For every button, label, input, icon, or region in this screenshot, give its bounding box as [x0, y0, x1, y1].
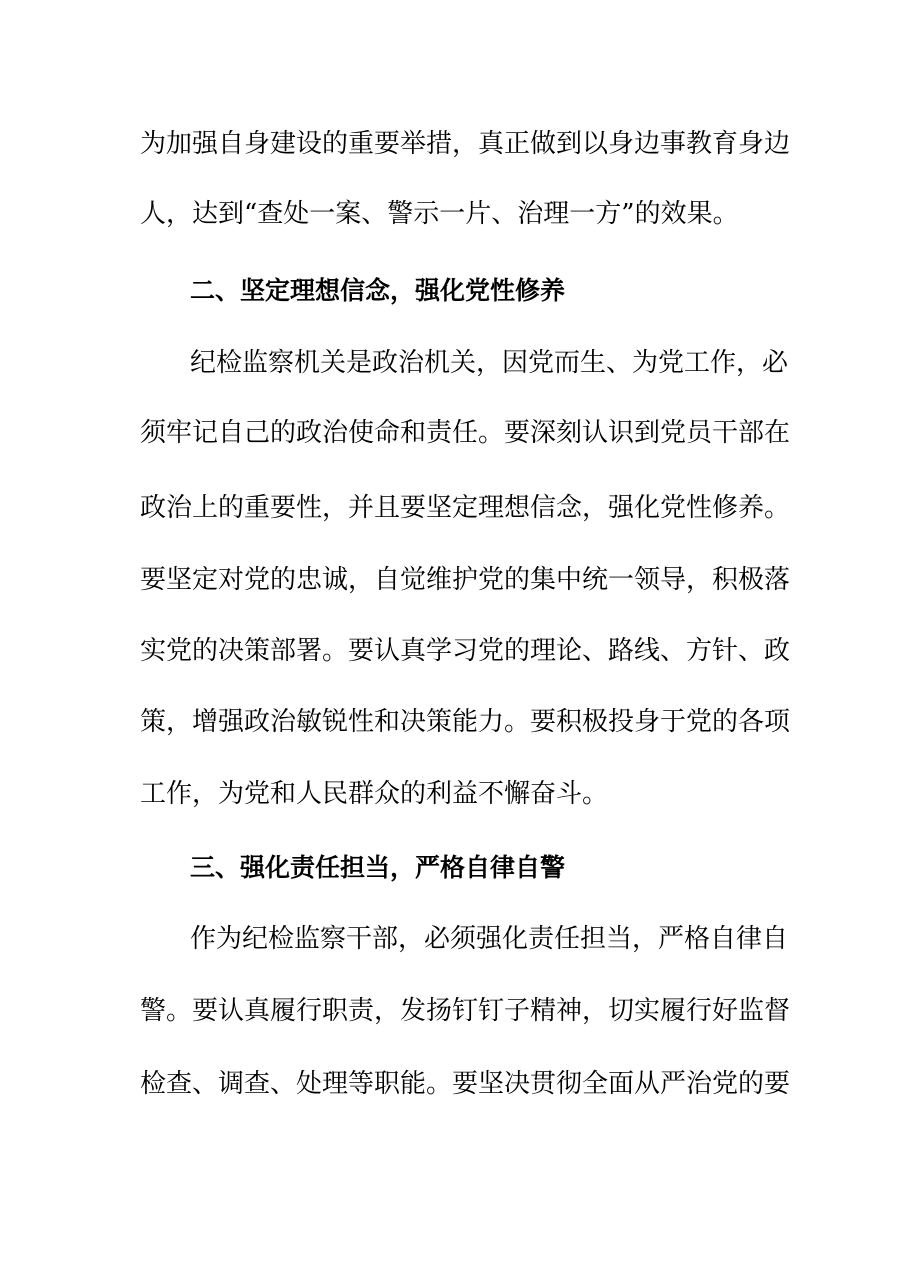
paragraph-line: 要坚定对党的忠诚，自觉维护党的集中统一领导，积极落: [140, 565, 791, 595]
paragraph-line: 纪检监察机关是政治机关，因党而生、为党工作，必: [190, 348, 789, 378]
paragraph-line: 检查、调查、处理等职能。要坚决贯彻全面从严治党的要: [140, 1069, 791, 1099]
paragraph-line: 人，达到“查处一案、警示一片、治理一方”的效果。: [140, 199, 739, 229]
paragraph-line: 须牢记自己的政治使命和责任。要深刻认识到党员干部在: [140, 418, 791, 448]
paragraph-line: 政治上的重要性，并且要坚定理想信念，强化党性修养。: [140, 493, 791, 523]
section-heading: 三、强化责任担当，严格自律自警: [190, 853, 566, 882]
paragraph-line: 策，增强政治敏锐性和决策能力。要积极投身于党的各项: [140, 707, 791, 737]
paragraph-line: 作为纪检监察干部，必须强化责任担当，严格自律自: [190, 924, 789, 954]
paragraph-line: 实党的决策部署。要认真学习党的理论、路线、方针、政: [140, 636, 791, 666]
section-heading: 二、坚定理想信念，强化党性修养: [190, 276, 566, 305]
paragraph-line: 为加强自身建设的重要举措，真正做到以身边事教育身边: [140, 129, 791, 159]
paragraph-line: 警。要认真履行职责，发扬钉钉子精神，切实履行好监督: [140, 996, 791, 1026]
paragraph-line: 工作，为党和人民群众的利益不懈奋斗。: [140, 779, 609, 809]
